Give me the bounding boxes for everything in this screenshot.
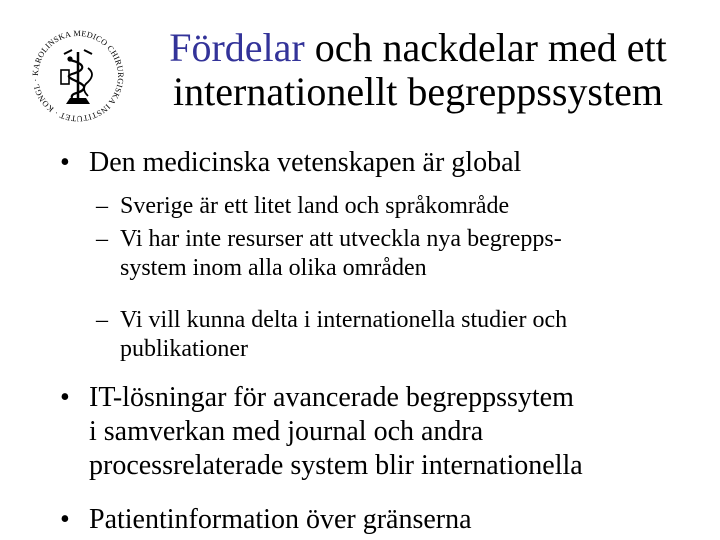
bullet-text xyxy=(89,503,700,537)
bullet-line: Den medicinska vetenskapen är global xyxy=(89,147,522,178)
bullet-text xyxy=(89,146,700,180)
bullet-item xyxy=(60,503,700,537)
karolinska-institutet-seal-logo xyxy=(28,26,128,126)
bullet-item xyxy=(60,381,710,483)
subbullet-item xyxy=(96,225,706,283)
title-highlight: Fördelar xyxy=(169,25,305,70)
bullet-dot: • xyxy=(60,504,70,535)
slide-title xyxy=(138,26,698,114)
subbullet-dash: – xyxy=(96,226,108,252)
subbullet-line: system inom alla olika områden xyxy=(120,255,427,281)
title-line-1 xyxy=(138,26,698,70)
bullet-line: Patientinformation över gränserna xyxy=(89,504,472,535)
bullet-line: processrelaterade system blir internationella xyxy=(89,450,583,481)
subbullet-line: publikationer xyxy=(120,336,248,362)
bullet-dot: • xyxy=(60,147,70,178)
subbullet-line: Sverige är ett litet land och språkområde xyxy=(120,193,510,219)
subbullet-line: Vi har inte resurser att utveckla nya begrepps- xyxy=(120,226,562,252)
subbullet-dash: – xyxy=(96,193,108,219)
subbullet-dash: – xyxy=(96,307,108,333)
subbullet-text xyxy=(120,306,706,364)
bullet-text xyxy=(89,381,710,483)
title-line-2: internationellt begreppssystem xyxy=(173,69,663,114)
title-line-1-rest: och nackdelar med ett xyxy=(304,25,667,70)
bullet-item xyxy=(60,146,700,180)
bullet-dot: • xyxy=(60,382,70,413)
subbullet-line: Vi vill kunna delta i internationella studier och xyxy=(120,307,568,333)
subbullet-text xyxy=(120,225,706,283)
subbullet-text xyxy=(120,192,706,221)
bullet-line: IT-lösningar för avancerade begreppssytem xyxy=(89,382,574,413)
bullet-line: i samverkan med journal och andra xyxy=(89,416,484,447)
svg-text:KAROLINSKA MEDICO CHIRURGISKA: KAROLINSKA MEDICO CHIRURGISKA INSTITUTET · KONGL · xyxy=(30,28,126,124)
subbullet-item xyxy=(96,306,706,364)
subbullet-item xyxy=(96,192,706,221)
